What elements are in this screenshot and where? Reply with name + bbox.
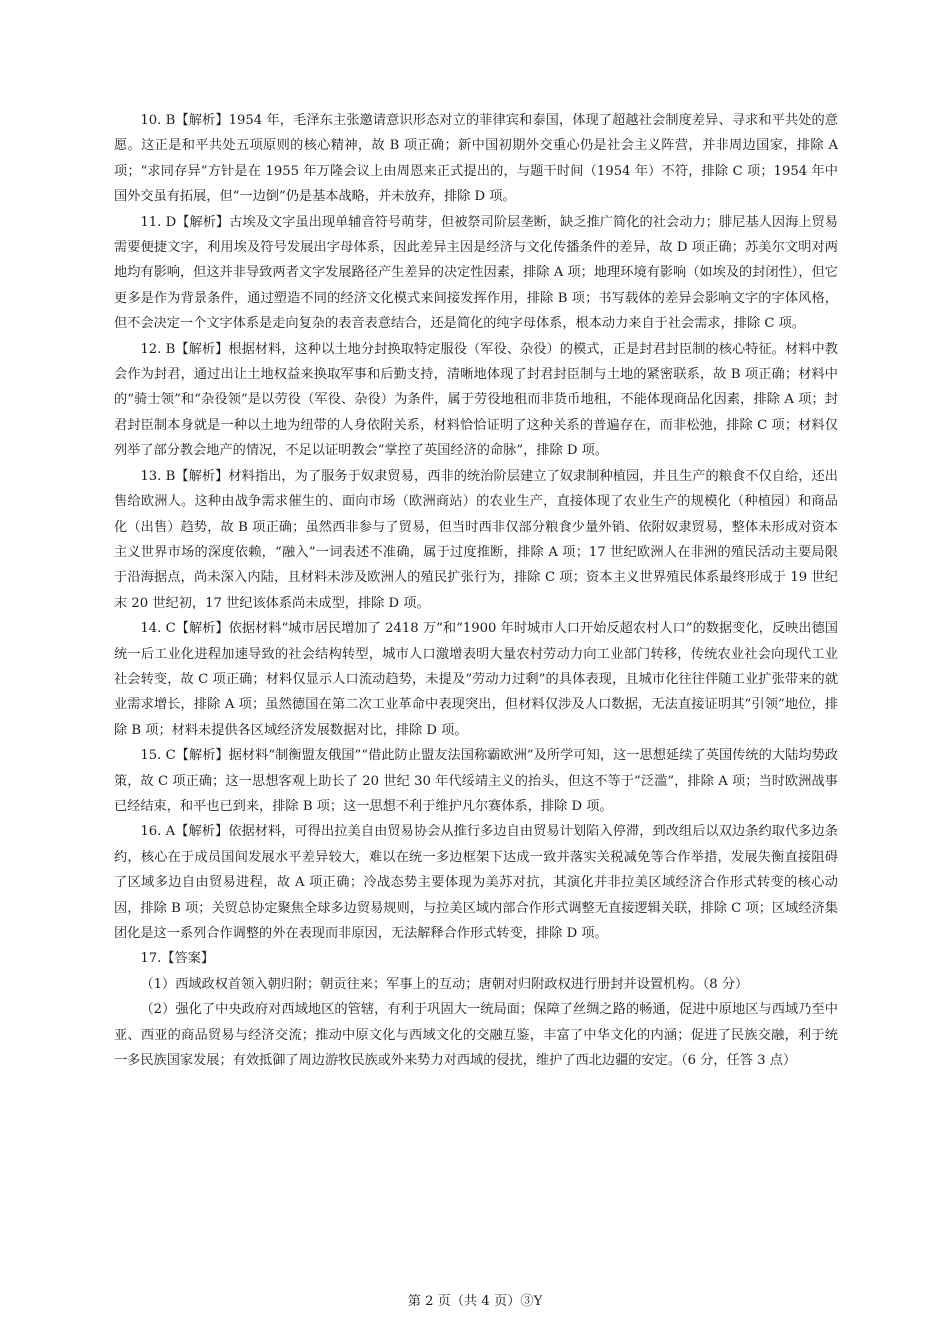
page-footer: 第 2 页（共 4 页）③Y xyxy=(407,1294,543,1309)
answer-q17-part1: （1）西域政权首领入朝归附；朝贡往来；军事上的互动；唐朝对归附政权进行册封并设置机构。（8 分） xyxy=(140,976,749,992)
answer-q12: 12. B【解析】根据材料，这种以土地分封换取特定服役（军役、杂役）的模式，正是封君封臣制的核心特征。材料中教会作为封君，通过出让土地权益来换取军事和后勤支持，清晰地体现了封君封臣制与土地的紧密联系，故 B 项正确；材料中的“骑士领”和“杂役领”是以劳役（军役、杂役）为条件，属于劳役地租而非货币地租，不能体现商品化因素，排除 A 项；封君封臣制本身就是一种以土地为纽带的人身依附关系，材料恰恰证明了这种关系的普遍存在，而非松弛，排除 C 项；材料仅列举了部分教会地产的情况，不足以证明教会“掌控了英国经济的命脉”，排除 D 项。 xyxy=(114,341,838,459)
answer-q14: 14. C【解析】依据材料“城市居民增加了 2418 万”和“1900 年时城市人口开始反超农村人口”的数据变化，反映出德国统一后工业化进程加速导致的社会结构转型，城市人口激增表明大量农村劳动力向工业部门转移，传统农业社会向现代工业社会转变，故 C 项正确；材料仅显示人口流动趋势，未提及“劳动力过剩”的具体表现，且城市化往往伴随工业扩张带来的就业需求增长，排除 A 项；虽然德国在第二次工业革命中表现突出，但材料仅涉及人口数据，无法直接证明其“引领”地位，排除 B 项；材料未提供各区域经济发展数据对比，排除 D 项。 xyxy=(114,621,838,738)
answer-document xyxy=(114,108,838,1073)
answer-q10: 10. B【解析】1954 年，毛泽东主张邀请意识形态对立的菲律宾和泰国，体现了超越社会制度差异、寻求和平共处的意愿。这正是和平共处五项原则的核心精神，故 B 项正确；新中国初期外交重心仍是社会主义阵营，并非周边国家，排除 A 项；“求同存异”方针是在 1955 年万隆会议上由周恩来正式提出的，与题干时间（1954 年）不符，排除 C 项；1954 年中国外交虽有拓展，但“一边倒”仍是基本战略，并未放弃，排除 D 项。 xyxy=(114,113,838,205)
answer-q11: 11. D【解析】古埃及文字虽出现单辅音符号萌芽，但被祭司阶层垄断，缺乏推广简化的社会动力；腓尼基人因海上贸易需要便捷文字，利用埃及符号发展出字母体系，因此差异主因是经济与文化传播条件的差异，故 D 项正确；苏美尔文明对两地均有影响，但这并非导致两者文字发展路径产生差异的决定性因素，排除 A 项；地理环境有影响（如埃及的封闭性），但它更多是作为背景条件，通过塑造不同的经济文化模式来间接发挥作用，排除 B 项；书写载体的差异会影响文字的字体风格，但不会决定一个文字体系是走向复杂的表音表意结合，还是简化的纯字母体系，根本动力来自于社会需求，排除 C 项。 xyxy=(114,214,838,332)
answer-q13: 13. B【解析】材料指出，为了服务于奴隶贸易，西非的统治阶层建立了奴隶制种植园，并且生产的粮食不仅自给，还出售给欧洲人。这种由战争需求催生的、面向市场（欧洲商站）的农业生产，直接体现了农业生产的规模化（种植园）和商品化（出售）趋势，故 B 项正确；虽然西非参与了贸易，但当时西非仅部分粮食少量外销、依附奴隶贸易，整体未形成对资本主义世界市场的深度依赖，“融入”一词表述不准确，属于过度推断，排除 A 项；17 世纪欧洲人在非洲的殖民活动主要局限于沿海据点，尚未深入内陆，且材料未涉及欧洲人的殖民扩张行为，排除 C 项；资本主义世界殖民体系最终形成于 19 世纪末 20 世纪初，17 世纪该体系尚未成型，排除 D 项。 xyxy=(114,468,838,611)
answer-q17-part2: （2）强化了中央政府对西域地区的管辖，有利于巩固大一统局面；保障了丝绸之路的畅通，促进中原地区与西域乃至中亚、西亚的商品贸易与经济交流；推动中原文化与西域文化的交融互鉴，丰富了中华文化的内涵；促进了民族交融，利于统一多民族国家发展；有效抵御了周边游牧民族或外来势力对西域的侵扰，维护了西北边疆的安定。（6 分，任答 3 点） xyxy=(114,1002,838,1069)
answer-q17-heading: 17.【答案】 xyxy=(140,951,215,967)
answer-q15: 15. C【解析】据材料“制衡盟友俄国”“借此防止盟友法国称霸欧洲”及所学可知，这一思想延续了英国传统的大陆均势政策，故 C 项正确；这一思想客观上助长了 20 世纪 30 年代绥靖主义的抬头，但这不等于“泛滥”，排除 A 项；当时欧洲战事已经结束，和平也已到来，排除 B 项；这一思想不利于维护凡尔赛体系，排除 D 项。 xyxy=(114,748,838,814)
answer-q16: 16. A【解析】依据材料，可得出拉美自由贸易协会从推行多边自由贸易计划陷入停滞，到改组后以双边条约取代多边条约，核心在于成员国间发展水平差异较大，难以在统一多边框架下达成一致并落实关税减免等合作举措，发展失衡直接阻碍了区域多边自由贸易进程，故 A 项正确；冷战态势主要体现为美苏对抗，其演化并非拉美区域经济合作形式转变的核心动因，排除 B 项；关贸总协定聚焦全球多边贸易规则，与拉美区域内部合作形式调整无直接逻辑关联，排除 C 项；区域经济集团化是这一系列合作调整的外在表现而非原因，无法解释合作形式转变，排除 D 项。 xyxy=(114,824,838,941)
